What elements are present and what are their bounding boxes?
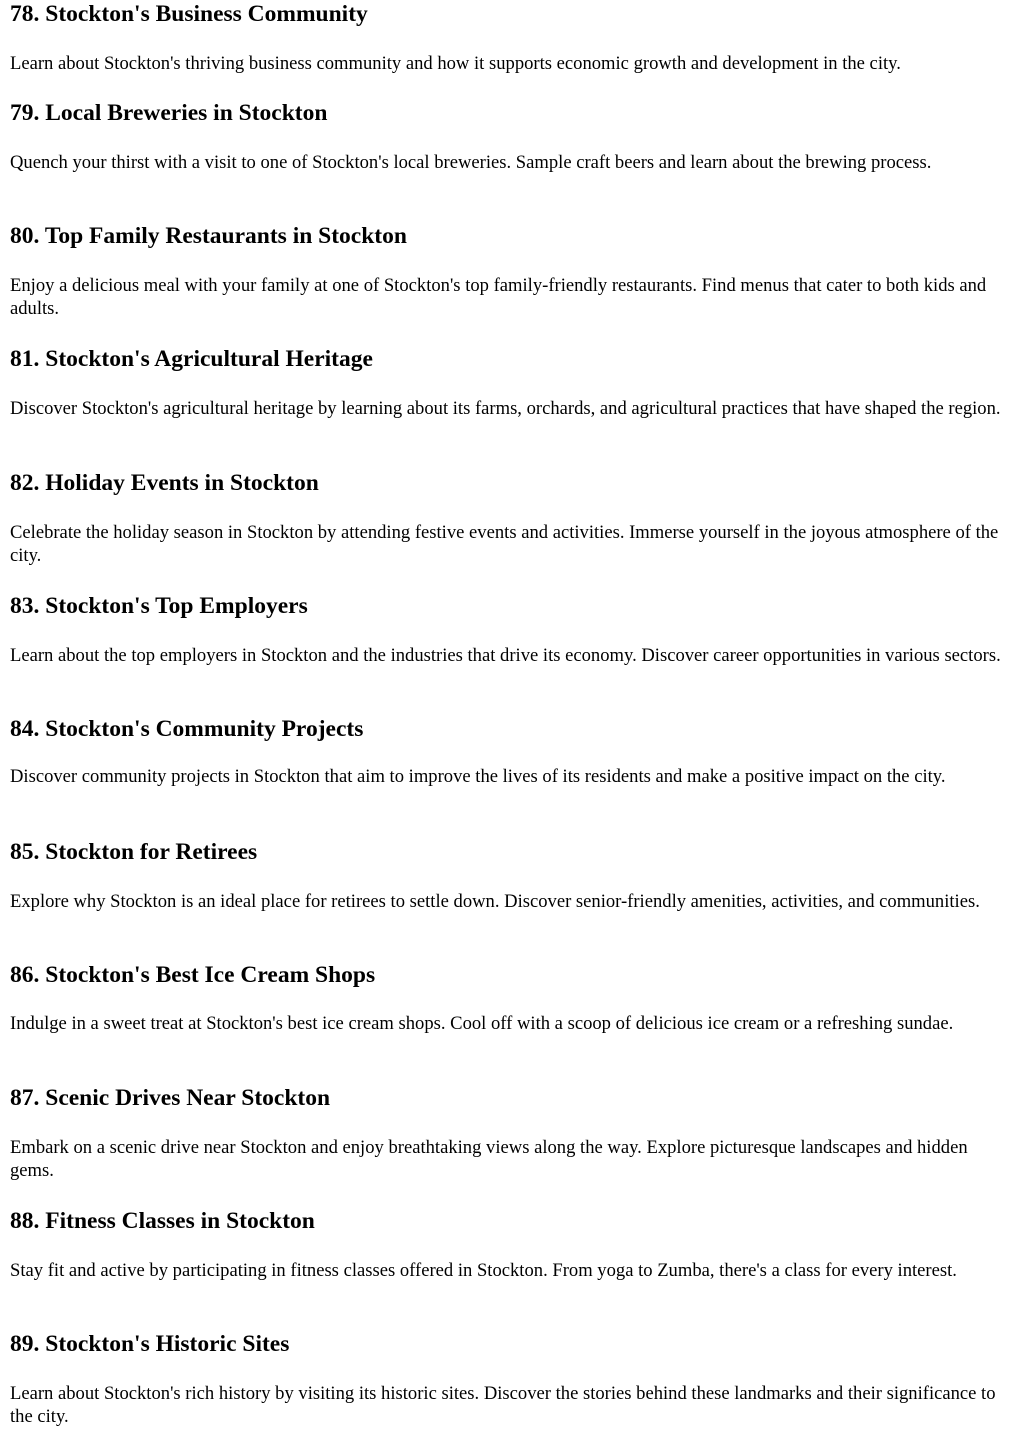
section-87 [10, 1084, 1014, 1182]
section-paragraph: Learn about Stockton's thriving business community and how it supports economic growth and development in the city. [10, 53, 901, 74]
section-86 [10, 961, 1014, 1035]
section-paragraph: Learn about the top employers in Stockton and the industries that drive its economy. Discover career opportunities in various sectors. [10, 645, 1001, 666]
section-heading: 86. Stockton's Best Ice Cream Shops [10, 962, 376, 988]
section-heading: 79. Local Breweries in Stockton [10, 100, 328, 126]
section-heading: 80. Top Family Restaurants in Stockton [10, 223, 407, 249]
section-83 [10, 592, 1014, 667]
section-85 [10, 838, 1014, 913]
section-heading: 78. Stockton's Business Community [10, 1, 368, 27]
section-heading: 83. Stockton's Top Employers [10, 593, 308, 619]
section-89 [10, 1330, 1014, 1428]
section-88 [10, 1207, 1014, 1282]
section-81 [10, 345, 1014, 420]
section-paragraph: Indulge in a sweet treat at Stockton's best ice cream shops. Cool off with a scoop of delicious ice cream or a refreshing sundae. [10, 1013, 954, 1034]
section-paragraph: Learn about Stockton's rich history by visiting its historic sites. Discover the stories behind these landmarks and their significance to the city. [10, 1383, 996, 1427]
section-paragraph: Embark on a scenic drive near Stockton and enjoy breathtaking views along the way. Explore picturesque landscapes and hidden gems. [10, 1137, 968, 1181]
section-heading: 84. Stockton's Community Projects [10, 716, 364, 742]
section-84 [10, 715, 1014, 788]
section-82 [10, 469, 1014, 567]
section-heading: 87. Scenic Drives Near Stockton [10, 1085, 331, 1111]
section-80 [10, 222, 1014, 320]
section-paragraph: Stay fit and active by participating in fitness classes offered in Stockton. From yoga to Zumba, there's a class for every interest. [10, 1260, 957, 1281]
section-paragraph: Enjoy a delicious meal with your family at one of Stockton's top family-friendly restaurants. Find menus that cater to both kids and adults. [10, 275, 987, 319]
section-79 [10, 99, 1014, 174]
section-paragraph: Discover Stockton's agricultural heritage by learning about its farms, orchards, and agricultural practices that have shaped the region. [10, 398, 1001, 419]
section-heading: 81. Stockton's Agricultural Heritage [10, 346, 373, 372]
section-heading: 82. Holiday Events in Stockton [10, 470, 319, 496]
section-heading: 85. Stockton for Retirees [10, 839, 258, 865]
section-heading: 89. Stockton's Historic Sites [10, 1331, 290, 1357]
section-paragraph: Celebrate the holiday season in Stockton by attending festive events and activities. Immerse yourself in the joyous atmosphere of the city. [10, 522, 999, 566]
section-heading: 88. Fitness Classes in Stockton [10, 1208, 315, 1234]
section-78 [10, 0, 1014, 75]
section-paragraph: Quench your thirst with a visit to one of Stockton's local breweries. Sample craft beers and learn about the brewing process. [10, 152, 932, 173]
section-paragraph: Explore why Stockton is an ideal place for retirees to settle down. Discover senior-friendly amenities, activities, and communities. [10, 891, 980, 912]
section-paragraph: Discover community projects in Stockton that aim to improve the lives of its residents and make a positive impact on the city. [10, 766, 946, 787]
